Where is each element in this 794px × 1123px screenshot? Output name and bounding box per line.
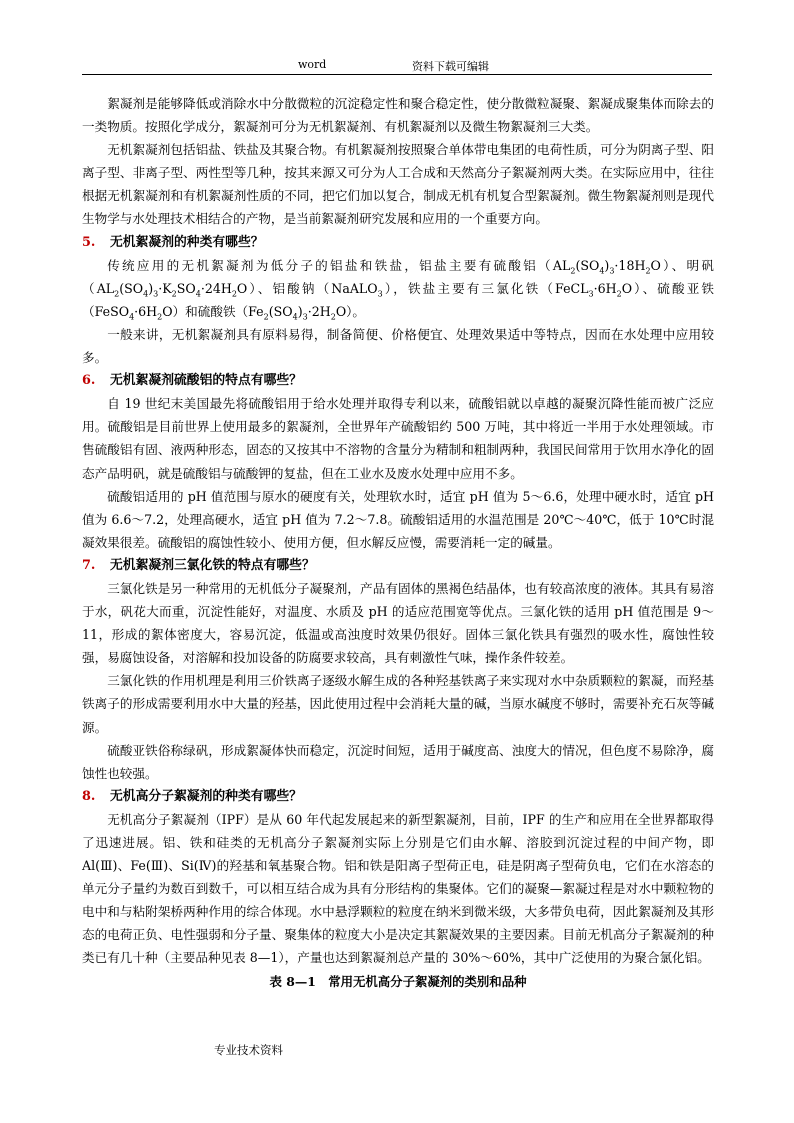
section-title: 无机絮凝剂三氯化铁的特点有哪些？: [110, 557, 315, 573]
section-heading-5: [82, 231, 714, 254]
header-right-text: 资料下载可编辑: [412, 60, 489, 73]
page-footer: 专业技术资料: [214, 1043, 283, 1057]
paragraph-aluminum-sulfate-history: 自 19 世纪末美国最先将硫酸铝用于给水处理并取得专利以来，硫酸铝就以卓越的凝聚沉降性能而被广泛应用。硫酸铝是目前世界上使用最多的絮凝剂，全世界年产硫酸铝约 500 万吨，其中将近一半用于水处理领域。市售硫酸铝有固、液两种形态，固态的又按其中不溶物的含量分为精制和粗制两种，我国民间常用于饮用水净化的固态产品明矾，就是硫酸铝与硫酸钾的复盐，但在工业水及废水处理中应用不多。: [82, 396, 714, 481]
section-heading-6: [82, 369, 714, 392]
paragraph-aluminum-sulfate-ph: 硫酸铝适用的 pH 值范围与原水的硬度有关，处理软水时，适宜 pH 值为 5～6.6，处理中硬水时，适宜 pH 值为 6.6～7.2，处理高硬水，适宜 pH 值为 7.2～7.8。硫酸铝适用的水温范围是 20℃～40℃，低于 10℃时混凝效果很差。硫酸铝的腐蚀性较小、使用方便，但水解反应慢，需要消耗一定的碱量。: [82, 488, 714, 550]
paragraph-salts: 传统应用的无机絮凝剂为低分子的铝盐和铁盐，铝盐主要有硫酸铝$(AL_2(SO_4)_3\cdot 18H_2O)$、明矾$(AL_2(SO_4)_3\cdot K_2SO_4\cdot 24H_2O)$、铝酸钠（NaALO$_3$），铁盐主要有三氯化铁$(FeCL_3\cdot 6H_2O)$、硫酸亚铁$(FeSO_4\cdot 6H_2O)$和硫酸铁$(Fe_2(SO_4)_3\cdot 2H_2O)$。: [82, 257, 714, 322]
section-number: 7.: [82, 557, 96, 573]
paragraph-ferric-chloride-features: 三氯化铁是另一种常用的无机低分子凝聚剂，产品有固体的黑褐色结晶体，也有较高浓度的液体。其具有易溶于水，矾花大而重，沉淀性能好，对温度、水质及 pH 的适应范围宽等优点。三氯化铁的适用 pH 值范围是 9～11，形成的絮体密度大，容易沉淀，低温或高浊度时效果仍很好。固体三氯化铁具有强烈的吸水性，腐蚀性较强，易腐蚀设备，对溶解和投加设备的防腐要求较高，具有刺激性气味，操作条件较差。: [82, 580, 714, 666]
paragraph-ferric-chloride-mechanism: 三氯化铁的作用机理是利用三价铁离子逐级水解生成的各种羟基铁离子来实现对水中杂质颗粒的絮凝，而羟基铁离子的形成需要利用水中大量的羟基，因此使用过程中会消耗大量的碱，当原水碱度不够时，需要补充石灰等碱源。: [82, 673, 714, 735]
section-number: 8.: [82, 788, 96, 804]
section-heading-8: [82, 785, 714, 808]
paragraph-inorganic-features: 一般来讲，无机絮凝剂具有原料易得，制备简便、价格便宜、处理效果适中等特点，因而在水处理中应用较多。: [82, 326, 714, 366]
page-header: [82, 56, 712, 75]
paragraph-inorganic-overview: 无机絮凝剂包括铝盐、铁盐及其聚合物。有机絮凝剂按照聚合单体带电集团的电荷性质，可分为阴离子型、阳离子型、非离子型、两性型等几种，按其来源又可分为人工合成和天然高分子絮凝剂两大类。在实际应用中，往往根据无机絮凝剂和有机絮凝剂性质的不同，把它们加以复合，制成无机有机复合型絮凝剂。微生物絮凝剂则是现代生物学与水处理技术相结合的产物，是当前絮凝剂研究发展和应用的一个重要方向。: [82, 142, 714, 227]
section-number: 5.: [82, 234, 96, 250]
paragraph-ferrous-sulfate: 硫酸亚铁俗称绿矾，形成絮凝体快而稳定，沉淀时间短，适用于碱度高、浊度大的情况，但色度不易除净，腐蚀性也较强。: [82, 742, 714, 781]
section-heading-7: [82, 554, 714, 577]
section-title: 无机高分子絮凝剂的种类有哪些？: [110, 788, 302, 804]
section-title: 无机絮凝剂硫酸铝的特点有哪些？: [110, 373, 302, 389]
section-number: 6.: [82, 373, 96, 389]
table-caption: 表 8—1 常用无机高分子絮凝剂的类别和品种: [269, 973, 527, 989]
paragraph-ipf: 无机高分子絮凝剂（IPF）是从 60 年代起发展起来的新型絮凝剂，目前，IPF 的生产和应用在全世界都取得了迅速进展。铝、铁和硅类的无机高分子絮凝剂实际上分别是它们由水解、溶胶到沉淀过程的中间产物，即 Al(Ⅲ)、Fe(Ⅲ)、Si(Ⅳ)的羟基和氧基聚合物。铝和铁是阳离子型荷正电，硅是阴离子型荷负电，它们在水溶态的单元分子量约为数百到数千，可以相互结合成为具有分形结构的集聚体。它们的凝聚—絮凝过程是对水中颗粒物的电中和与粘附架桥两种作用的综合体现。水中悬浮颗粒的粒度在纳米到微米级，大多带负电荷，因此絮凝剂及其形态的电荷正负、电性强弱和分子量、聚集体的粒度大小是决定其絮凝效果的主要因素。目前无机高分子絮凝剂的种类已有几十种（主要品种见表 8—1），产量也达到絮凝剂总产量的 30%～60%，其中广泛使用的为聚合氯化铝。: [82, 811, 714, 966]
section-title: 无机絮凝剂的种类有哪些？: [110, 234, 264, 250]
document-body: [82, 92, 714, 993]
paragraph-intro: 絮凝剂是能够降低或消除水中分散微粒的沉淀稳定性和聚合稳定性，使分散微粒凝聚、絮凝成聚集体而除去的一类物质。按照化学成分，絮凝剂可分为无机絮凝剂、有机絮凝剂以及微生物絮凝剂三大类。: [82, 96, 714, 135]
header-left-text: word: [298, 58, 327, 71]
